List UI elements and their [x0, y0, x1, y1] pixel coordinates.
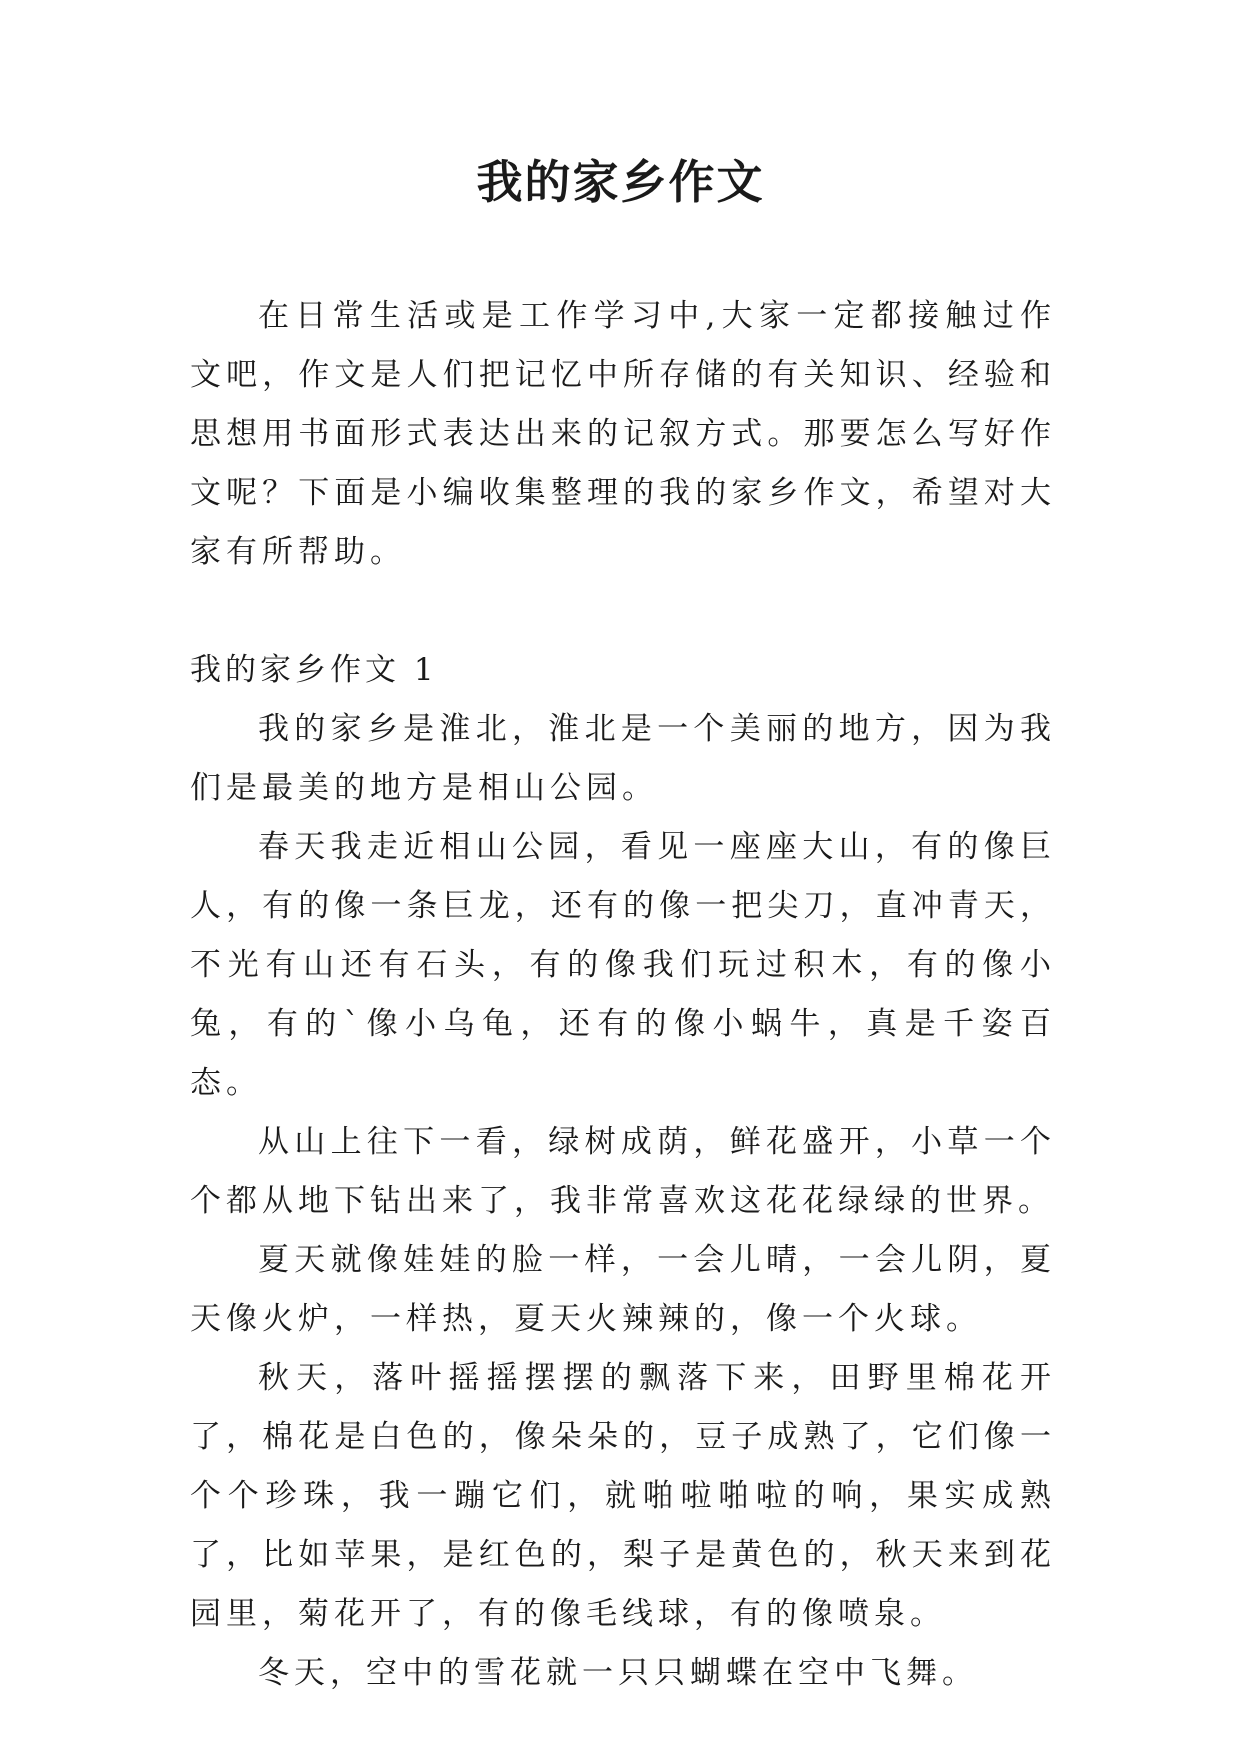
body-paragraph: 秋天，落叶摇摇摆摆的飘落下来，田野里棉花开了，棉花是白色的，像朵朵的，豆子成熟了，它们像一个个珍珠，我一蹦它们，就啪啦啪啦的响，果实成熟了，比如苹果，是红色的，梨子是黄色的，秋天来到花园里，菊花开了，有的像毛线球，有的像喷泉。: [190, 1360, 1056, 1632]
body-paragraph: 冬天，空中的雪花就一只只蝴蝶在空中飞舞。: [258, 1655, 978, 1691]
body-paragraph: 夏天就像娃娃的脸一样，一会儿晴，一会儿阴，夏天像火炉，一样热，夏天火辣辣的，像一个火球。: [190, 1242, 1056, 1337]
section-heading: 我的家乡作文 1: [190, 652, 438, 688]
document-body: [190, 287, 1056, 1703]
body-paragraph: 从山上往下一看，绿树成荫，鲜花盛开，小草一个个都从地下钻出来了，我非常喜欢这花花绿绿的世界。: [190, 1124, 1056, 1219]
document-title: 我的家乡作文: [476, 155, 765, 209]
intro-paragraph: 在日常生活或是工作学习中,大家一定都接触过作文吧，作文是人们把记忆中所存储的有关知识、经验和思想用书面形式表达出来的记叙方式。那要怎么写好作文呢？下面是小编收集整理的我的家乡作文，希望对大家有所帮助。: [190, 298, 1056, 570]
body-paragraph: 我的家乡是淮北，淮北是一个美丽的地方，因为我们是最美的地方是相山公园。: [190, 711, 1056, 806]
body-paragraph: 春天我走近相山公园，看见一座座大山，有的像巨人，有的像一条巨龙，还有的像一把尖刀，直冲青天，不光有山还有石头，有的像我们玩过积木，有的像小兔，有的`像小乌龟，还有的像小蜗牛，真是千姿百态。: [190, 829, 1056, 1101]
